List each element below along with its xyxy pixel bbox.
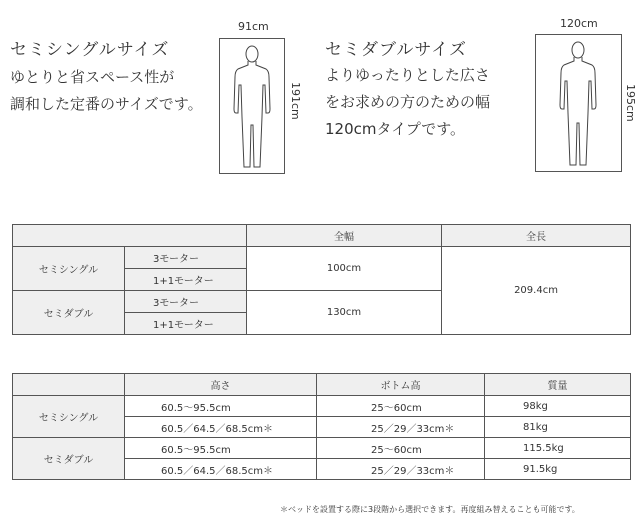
size-table-variant-cell: 1+1モーター [125,313,247,335]
semi-double-bed-outline [535,34,622,172]
semi-single-desc-line: 調和した定番のサイズです。 [10,95,203,113]
semi-single-width-label: 91cm [238,20,269,33]
size-table-model-cell: セミシングル [13,247,125,291]
size-table [12,224,631,335]
spec-table-weight-cell: 115.5kg [485,438,631,459]
semi-double-width-label: 120cm [560,17,598,30]
spec-table-bottom-cell: 25〜60cm [317,396,485,417]
size-table-variant-cell: 3モーター [125,247,247,269]
spec-table-weight-cell: 81kg [485,417,631,438]
spec-table-height-cell: 60.5〜95.5cm [125,396,317,417]
semi-double-desc-line: よりゆったりとした広さ [325,66,490,84]
size-table-model-cell: セミダブル [13,291,125,335]
spec-table-bottom-cell: 25〜60cm [317,438,485,459]
semi-single-length-label: 191cm [289,82,302,120]
size-table-variant-cell: 3モーター [125,291,247,313]
size-table-width-cell: 100cm [247,247,442,291]
semi-single-desc-line: ゆとりと省スペース性が [10,68,175,86]
spec-table-header-height: 高さ [125,374,317,396]
spec-table-bottom-cell: 25／29／33cm＊ [317,417,485,438]
semi-double-length-label: 195cm [624,84,637,122]
footnote: ＊ベッドを設置する際に3段階から選択できます。再度組み替えることも可能です。 [280,505,580,514]
spec-table-header-bottom-height: ボトム高 [317,374,485,396]
person-silhouette-icon [220,39,284,173]
semi-double-title: セミダブルサイズ [325,40,467,60]
size-table-width-cell: 130cm [247,291,442,335]
spec-table-height-cell: 60.5／64.5／68.5cm＊ [125,459,317,480]
spec-table-header-weight: 質量 [485,374,631,396]
spec-table-weight-cell: 91.5kg [485,459,631,480]
spec-table-model-cell: セミシングル [13,396,125,438]
spec-table-height-cell: 60.5〜95.5cm [125,438,317,459]
size-table-length-cell: 209.4cm [442,247,631,335]
spec-table [12,373,631,480]
size-table-header-width: 全幅 [247,225,442,247]
semi-single-description [10,64,203,118]
spec-table-model-cell: セミダブル [13,438,125,480]
size-table-variant-cell: 1+1モーター [125,269,247,291]
semi-single-bed-outline [219,38,285,174]
spec-table-weight-cell: 98kg [485,396,631,417]
semi-double-desc-line: をお求めの方のための幅 [325,93,491,111]
semi-double-desc-line: 120cmタイプです。 [325,120,465,138]
spec-table-bottom-cell: 25／29／33cm＊ [317,459,485,480]
spec-table-height-cell: 60.5／64.5／68.5cm＊ [125,417,317,438]
semi-single-title: セミシングルサイズ [10,40,170,60]
size-table-corner [13,225,247,247]
semi-double-description [325,62,490,143]
spec-table-corner [13,374,125,396]
person-silhouette-icon [536,35,621,171]
size-table-header-length: 全長 [442,225,631,247]
